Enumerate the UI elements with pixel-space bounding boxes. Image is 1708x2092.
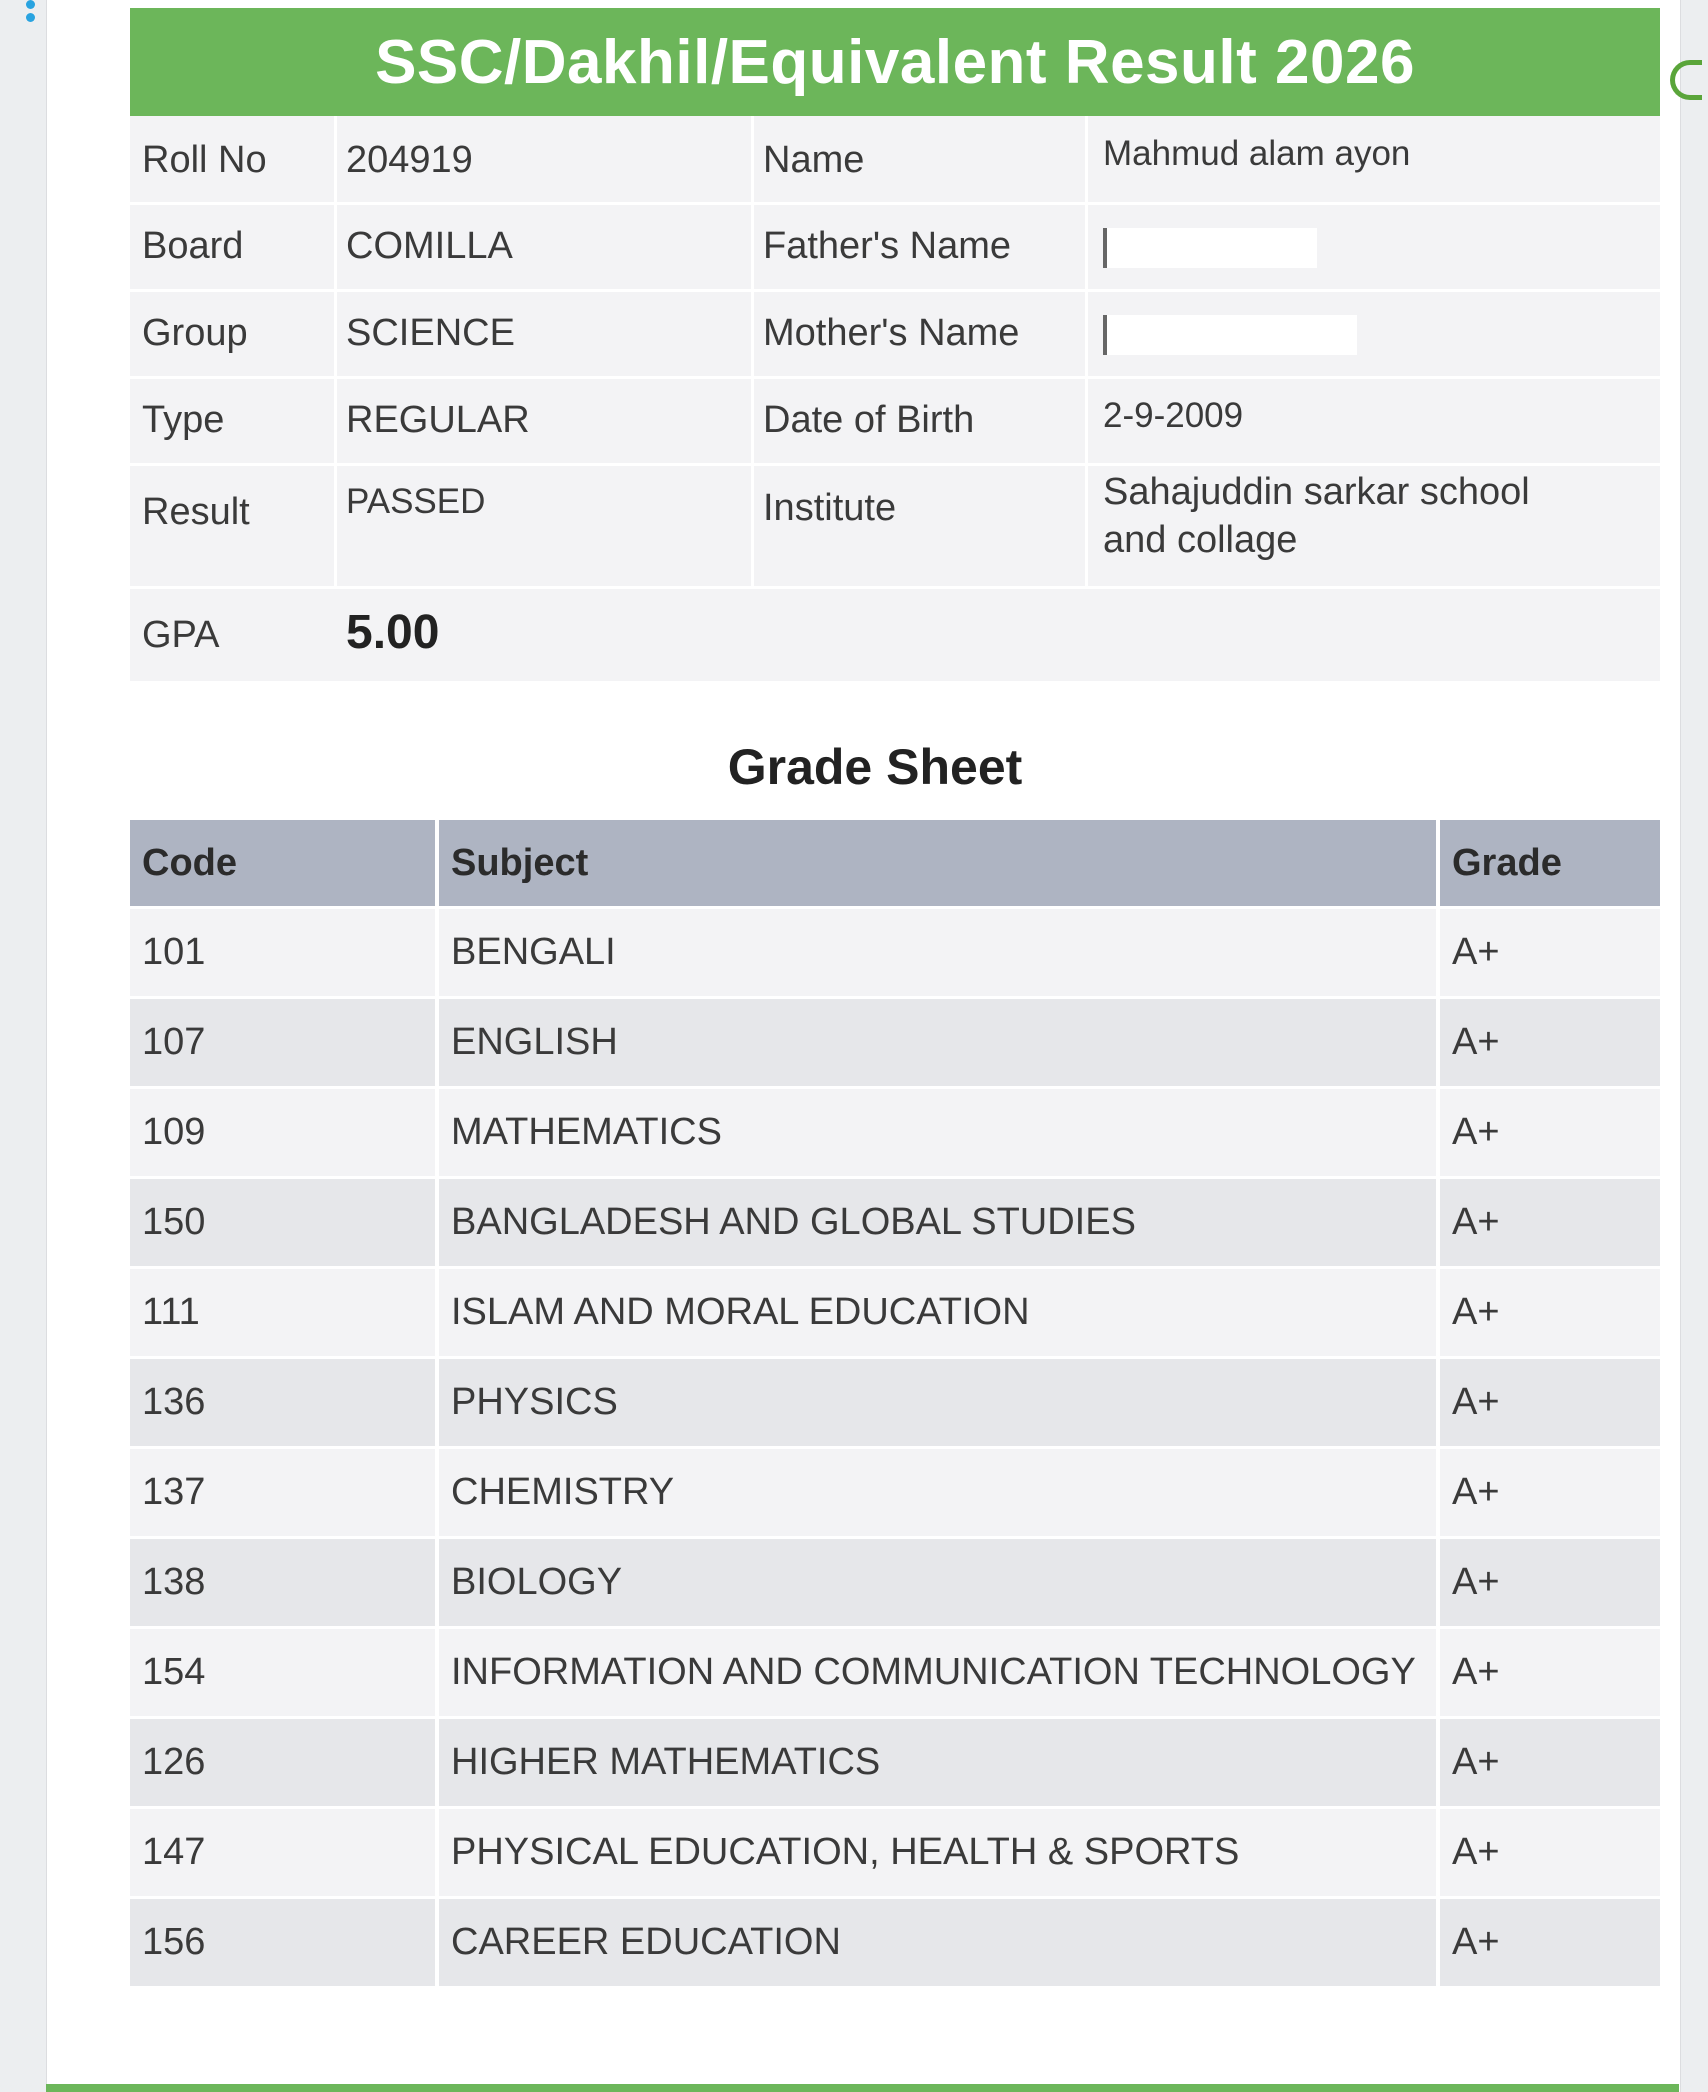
table-row xyxy=(130,999,1660,1089)
subject-grade: A+ xyxy=(1440,1719,1660,1809)
subject-grade: A+ xyxy=(1440,1899,1660,1989)
fathers-name-label: Father's Name xyxy=(763,225,1012,267)
table-row xyxy=(130,1899,1660,1989)
subject-grade: A+ xyxy=(1440,909,1660,999)
subject-code: 109 xyxy=(130,1089,439,1179)
subject-grade: A+ xyxy=(1440,1449,1660,1539)
result-value: PASSED xyxy=(346,482,486,521)
board-label: Board xyxy=(142,225,244,267)
institute-label: Institute xyxy=(763,487,897,529)
subject-grade: A+ xyxy=(1440,999,1660,1089)
table-row xyxy=(130,1449,1660,1539)
subject-name: PHYSICAL EDUCATION, HEALTH & SPORTS xyxy=(439,1809,1440,1899)
subject-name: PHYSICS xyxy=(439,1359,1440,1449)
grade-table-header-row xyxy=(130,820,1660,909)
dob-value: 2-9-2009 xyxy=(1103,396,1244,435)
subject-code: 147 xyxy=(130,1809,439,1899)
table-row xyxy=(130,909,1660,999)
table-row xyxy=(130,1089,1660,1179)
group-value: SCIENCE xyxy=(346,312,515,354)
name-label: Name xyxy=(763,139,865,181)
subject-grade: A+ xyxy=(1440,1539,1660,1629)
roll-value: 204919 xyxy=(346,139,473,181)
subject-code: 126 xyxy=(130,1719,439,1809)
table-row xyxy=(130,1539,1660,1629)
mothers-name-redacted xyxy=(1103,315,1357,355)
subject-code: 136 xyxy=(130,1359,439,1449)
result-label: Result xyxy=(142,491,250,533)
grade-column-header: Grade xyxy=(1440,820,1660,909)
grade-sheet-table xyxy=(130,820,1660,1989)
partial-circle-icon[interactable] xyxy=(1670,60,1702,100)
subject-code: 156 xyxy=(130,1899,439,1989)
dob-label: Date of Birth xyxy=(763,399,975,441)
subject-grade: A+ xyxy=(1440,1089,1660,1179)
table-row xyxy=(130,1179,1660,1269)
subject-name: INFORMATION AND COMMUNICATION TECHNOLOGY xyxy=(439,1629,1440,1719)
subject-column-header: Subject xyxy=(439,820,1440,909)
subject-grade: A+ xyxy=(1440,1269,1660,1359)
table-row xyxy=(130,1269,1660,1359)
table-row xyxy=(130,1719,1660,1809)
subject-grade: A+ xyxy=(1440,1809,1660,1899)
mothers-name-label: Mother's Name xyxy=(763,312,1020,354)
subject-name: ISLAM AND MORAL EDUCATION xyxy=(439,1269,1440,1359)
gpa-label: GPA xyxy=(142,614,220,656)
subject-name: CAREER EDUCATION xyxy=(439,1899,1440,1989)
subject-name: CHEMISTRY xyxy=(439,1449,1440,1539)
subject-name: ENGLISH xyxy=(439,999,1440,1089)
table-row xyxy=(130,1809,1660,1899)
group-label: Group xyxy=(142,312,248,354)
type-label: Type xyxy=(142,399,225,441)
table-row xyxy=(130,1359,1660,1449)
subject-grade: A+ xyxy=(1440,1179,1660,1269)
subject-name: BENGALI xyxy=(439,909,1440,999)
name-value: Mahmud alam ayon xyxy=(1103,134,1411,173)
subject-code: 107 xyxy=(130,999,439,1089)
subject-grade: A+ xyxy=(1440,1629,1660,1719)
table-row xyxy=(130,1629,1660,1719)
fathers-name-redacted xyxy=(1103,228,1317,268)
footer-green-bar xyxy=(46,2084,1679,2092)
subject-name: BIOLOGY xyxy=(439,1539,1440,1629)
subject-name: BANGLADESH AND GLOBAL STUDIES xyxy=(439,1179,1440,1269)
board-value: COMILLA xyxy=(346,225,513,267)
grade-sheet-title: Grade Sheet xyxy=(727,739,1023,795)
subject-code: 154 xyxy=(130,1629,439,1719)
gpa-value: 5.00 xyxy=(346,606,440,659)
kebab-menu-icon[interactable] xyxy=(26,0,40,24)
subject-grade: A+ xyxy=(1440,1359,1660,1449)
subject-code: 138 xyxy=(130,1539,439,1629)
code-column-header: Code xyxy=(130,820,439,909)
type-value: REGULAR xyxy=(346,399,530,441)
result-title: SSC/Dakhil/Equivalent Result 2026 xyxy=(130,8,1660,116)
institute-value: Sahajuddin sarkar school and collage xyxy=(1103,471,1530,561)
subject-name: MATHEMATICS xyxy=(439,1089,1440,1179)
roll-label: Roll No xyxy=(142,139,267,181)
subject-code: 101 xyxy=(130,909,439,999)
subject-name: HIGHER MATHEMATICS xyxy=(439,1719,1440,1809)
student-info-block xyxy=(130,116,1660,681)
subject-code: 150 xyxy=(130,1179,439,1269)
subject-code: 137 xyxy=(130,1449,439,1539)
subject-code: 111 xyxy=(130,1269,439,1359)
